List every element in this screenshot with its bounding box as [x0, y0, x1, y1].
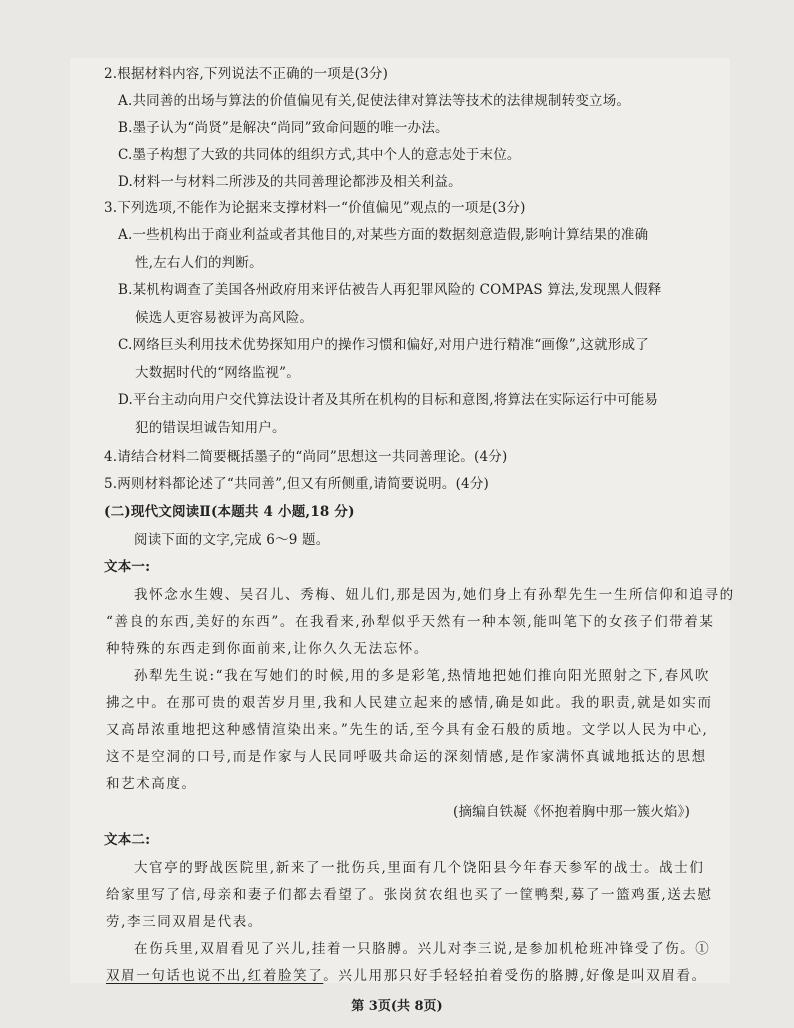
text1-p2-line5: 和艺术高度。 [106, 776, 197, 792]
page-footer: 第 3页(共 8页) [351, 999, 443, 1014]
q3-option-d-line1: D.平台主动向用户交代算法设计者及其所在机构的目标和意图,将算法在实际运行中可能易 [118, 392, 659, 408]
text2-p1-line3: 劳,李三同双眉是代表。 [106, 914, 263, 930]
text1-label: 文本一: [104, 559, 151, 575]
text1-p2-line4: 这不是空洞的口号,而是作家与人民同呼吸共命运的深刻情感,是作家满怀真诚地抵达的思想 [106, 749, 707, 765]
q3-option-b-line2: 候选人更容易被评为高风险。 [135, 310, 314, 326]
q3-option-c-line1: C.网络巨头利用技术优势探知用户的操作习惯和偏好,对用户进行精准“画像”,这就形成了 [118, 337, 649, 353]
text1-p1-line2: “善良的东西,美好的东西”。在我看来,孙犁似乎天然有一种本领,能叫笔下的女孩子们带着某 [106, 614, 715, 630]
q2-option-d: D.材料一与材料二所涉及的共同善理论都涉及相关利益。 [118, 174, 462, 190]
text2-label: 文本二: [104, 832, 151, 848]
text1-source: (摘编自铁凝《怀抱着胸中那一簇火焰》) [453, 804, 691, 820]
q2-option-c: C.墨子构想了大致的共同体的组织方式,其中个人的意志处于末位。 [118, 147, 521, 163]
q5: 5.两则材料都论述了“共同善”,但又有所侧重,请简要说明。(4分) [104, 476, 489, 492]
text2-p1-line1: 大官亭的野战医院里,新来了一批伤兵,里面有几个饶阳县今年春天参军的战士。战士们 [134, 860, 705, 876]
text1-p1-line3: 种特殊的东西走到你面前来,让你久久无法忘怀。 [106, 641, 429, 657]
text1-p2-line2: 拂之中。在那可贵的艰苦岁月里,我和人民建立起来的感情,确是如此。我的职责,就是如实而 [106, 695, 713, 711]
q2-option-a: A.共同善的出场与算法的价值偏见有关,促使法律对算法等技术的法律规制转变立场。 [118, 93, 631, 109]
text1-p2-line3: 又高昂浓重地把这种感情渲染出来。”先生的话,至今具有金石般的质地。文学以人民为中心, [106, 722, 709, 738]
text2-p2-line1: 在伤兵里,双眉看见了兴儿,挂着一只胳膊。兴儿对李三说,是参加机枪班冲锋受了伤。① [134, 941, 711, 957]
q2-option-b: B.墨子认为“尚贤”是解决“尚同”致命问题的唯一办法。 [118, 120, 449, 136]
q3-option-d-line2: 犯的错误坦诚告知用户。 [135, 420, 286, 436]
text1-p2-line1: 孙犁先生说:“我在写她们的时候,用的多是彩笔,热情地把她们推向阳光照射之下,春风吹 [134, 668, 710, 684]
section2-instruction: 阅读下面的文字,完成 6～9 题。 [134, 532, 330, 548]
q3-stem: 3.下列选项,不能作为论据来支撑材料一“价值偏见”观点的一项是(3分) [104, 200, 526, 216]
q2-stem: 2.根据材料内容,下列说法不正确的一项是(3分) [104, 66, 389, 82]
text2-p2-line2-rest: 。兴儿用那只好手轻轻拍着受伤的胳膊,好像是叫双眉看。 [323, 968, 707, 984]
underlined-sentence-1: 双眉一句话也说不出,红着脸笑了 [106, 968, 324, 984]
q3-option-a-line1: A.一些机构出于商业利益或者其他目的,对某些方面的数据刻意造假,影响计算结果的准确 [118, 227, 649, 243]
q3-option-a-line2: 性,左右人们的判断。 [135, 255, 263, 271]
text2-p1-line2: 给家里写了信,母亲和妻子们都去看望了。张岗贫农组也买了一筐鸭梨,募了一篮鸡蛋,送去慰 [106, 887, 713, 903]
q4: 4.请结合材料二简要概括墨子的“尚同”思想这一共同善理论。(4分) [104, 449, 508, 465]
text1-p1-line1: 我怀念水生嫂、吴召儿、秀梅、妞儿们,那是因为,她们身上有孙犁先生一生所信仰和追寻的 [134, 587, 735, 603]
q3-option-c-line2: 大数据时代的“网络监视”。 [135, 365, 300, 381]
q3-option-b-line1: B.某机构调查了美国各州政府用来评估被告人再犯罪风险的 COMPAS 算法,发现黑人假释 [118, 282, 662, 298]
text2-p2-line2 [106, 966, 707, 986]
section2-heading: (二)现代文阅读Ⅱ(本题共 4 小题,18 分) [104, 504, 355, 520]
